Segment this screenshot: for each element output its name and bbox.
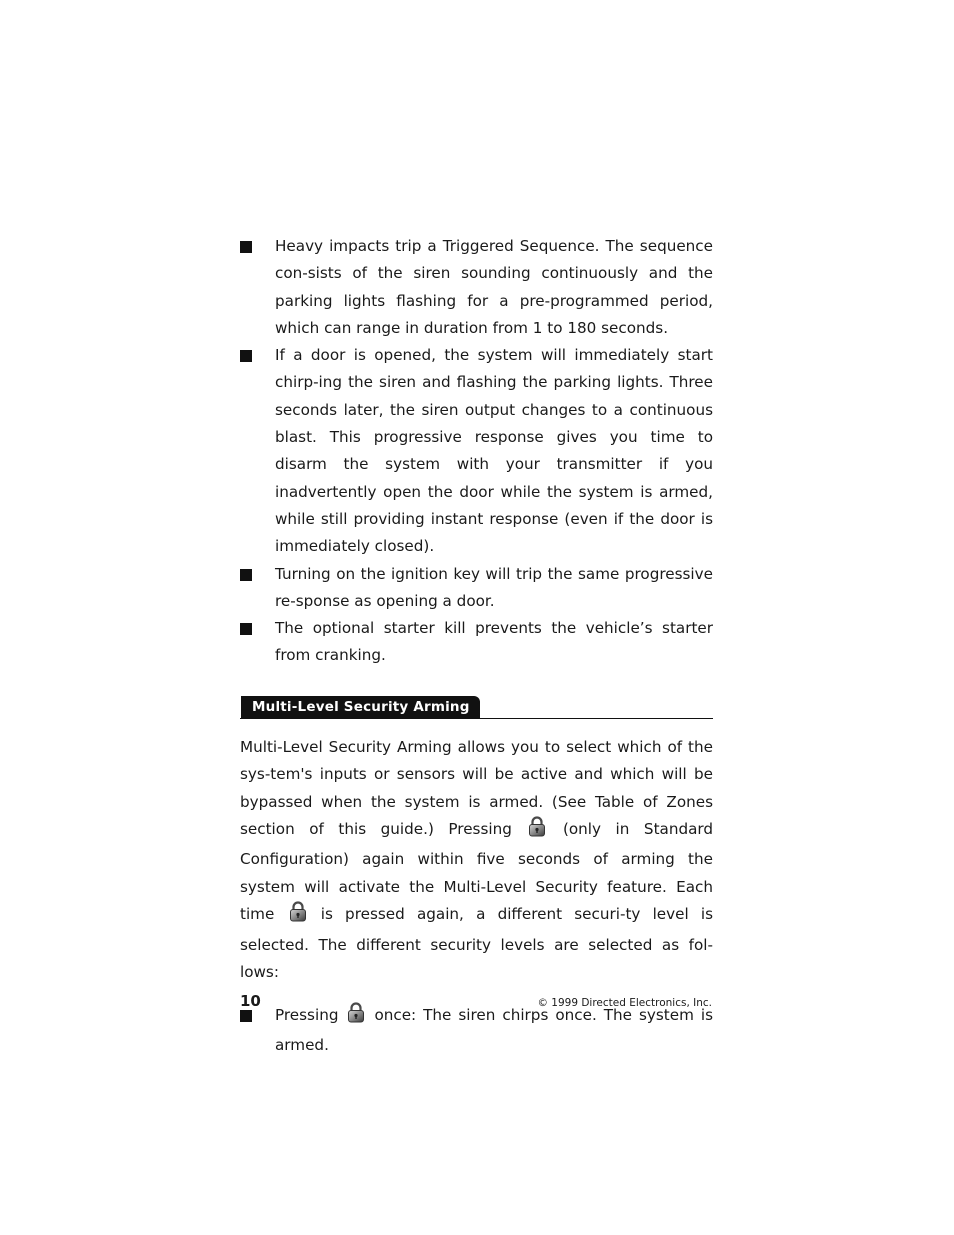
bullet-text: Heavy impacts trip a Triggered Sequence. The sequence con-sists of the siren sounding continuously and the parking lights flashing for a pre-programmed period, which can range in duration from 1 to 180 seconds. xyxy=(275,237,713,337)
page-number: 10 xyxy=(240,992,261,1010)
bullet-text-before-icon: Pressing xyxy=(275,1005,339,1024)
square-bullet-icon xyxy=(240,623,252,635)
section-title: Multi-Level Security Arming xyxy=(241,696,480,719)
copyright-notice: © 1999 Directed Electronics, Inc. xyxy=(537,997,712,1009)
section-header xyxy=(240,694,713,719)
manual-page xyxy=(240,233,713,1059)
paragraph-text-part1: Multi-Level Security Arming allows you to select which of the sys-tem's inputs or sensors will be active and which will be bypassed when the system is armed. (See Table of Zones section of this guide.) Pressing xyxy=(240,737,713,838)
list-item xyxy=(240,615,713,670)
list-item xyxy=(240,561,713,616)
lock-icon xyxy=(289,901,307,931)
paragraph-text-part3: is pressed again, a different securi-ty level is selected. The different security levels are selected as fol-lows: xyxy=(240,905,714,981)
feature-bullet-list xyxy=(240,233,713,670)
square-bullet-icon xyxy=(240,350,252,362)
square-bullet-icon xyxy=(240,241,252,253)
lock-icon xyxy=(528,816,546,846)
section-paragraph xyxy=(240,734,713,987)
paragraph-text-part2: (only in Standard Configuration) again within five seconds of arming the system will activate the Multi-Level Security feature. Each time xyxy=(240,819,714,924)
square-bullet-icon xyxy=(240,569,252,581)
list-item xyxy=(240,342,713,560)
bullet-text: If a door is opened, the system will immediately start chirp-ing the siren and flashing the parking lights. Three seconds later, the siren output changes to a continuous blast. This progressive response gives you time to disarm the system with your transmitter if you inadvertently open the door while the system is armed, while still providing instant response (even if the door is immediately closed). xyxy=(275,346,713,556)
list-item xyxy=(240,233,713,342)
bullet-text: Turning on the ignition key will trip the same progressive re-sponse as opening a door. xyxy=(275,564,713,610)
bullet-text-after-icon: once: The siren chirps once. The system is armed. xyxy=(275,1005,714,1054)
page-footer xyxy=(240,992,712,1014)
bullet-text: The optional starter kill prevents the vehicle’s starter from cranking. xyxy=(275,619,713,665)
